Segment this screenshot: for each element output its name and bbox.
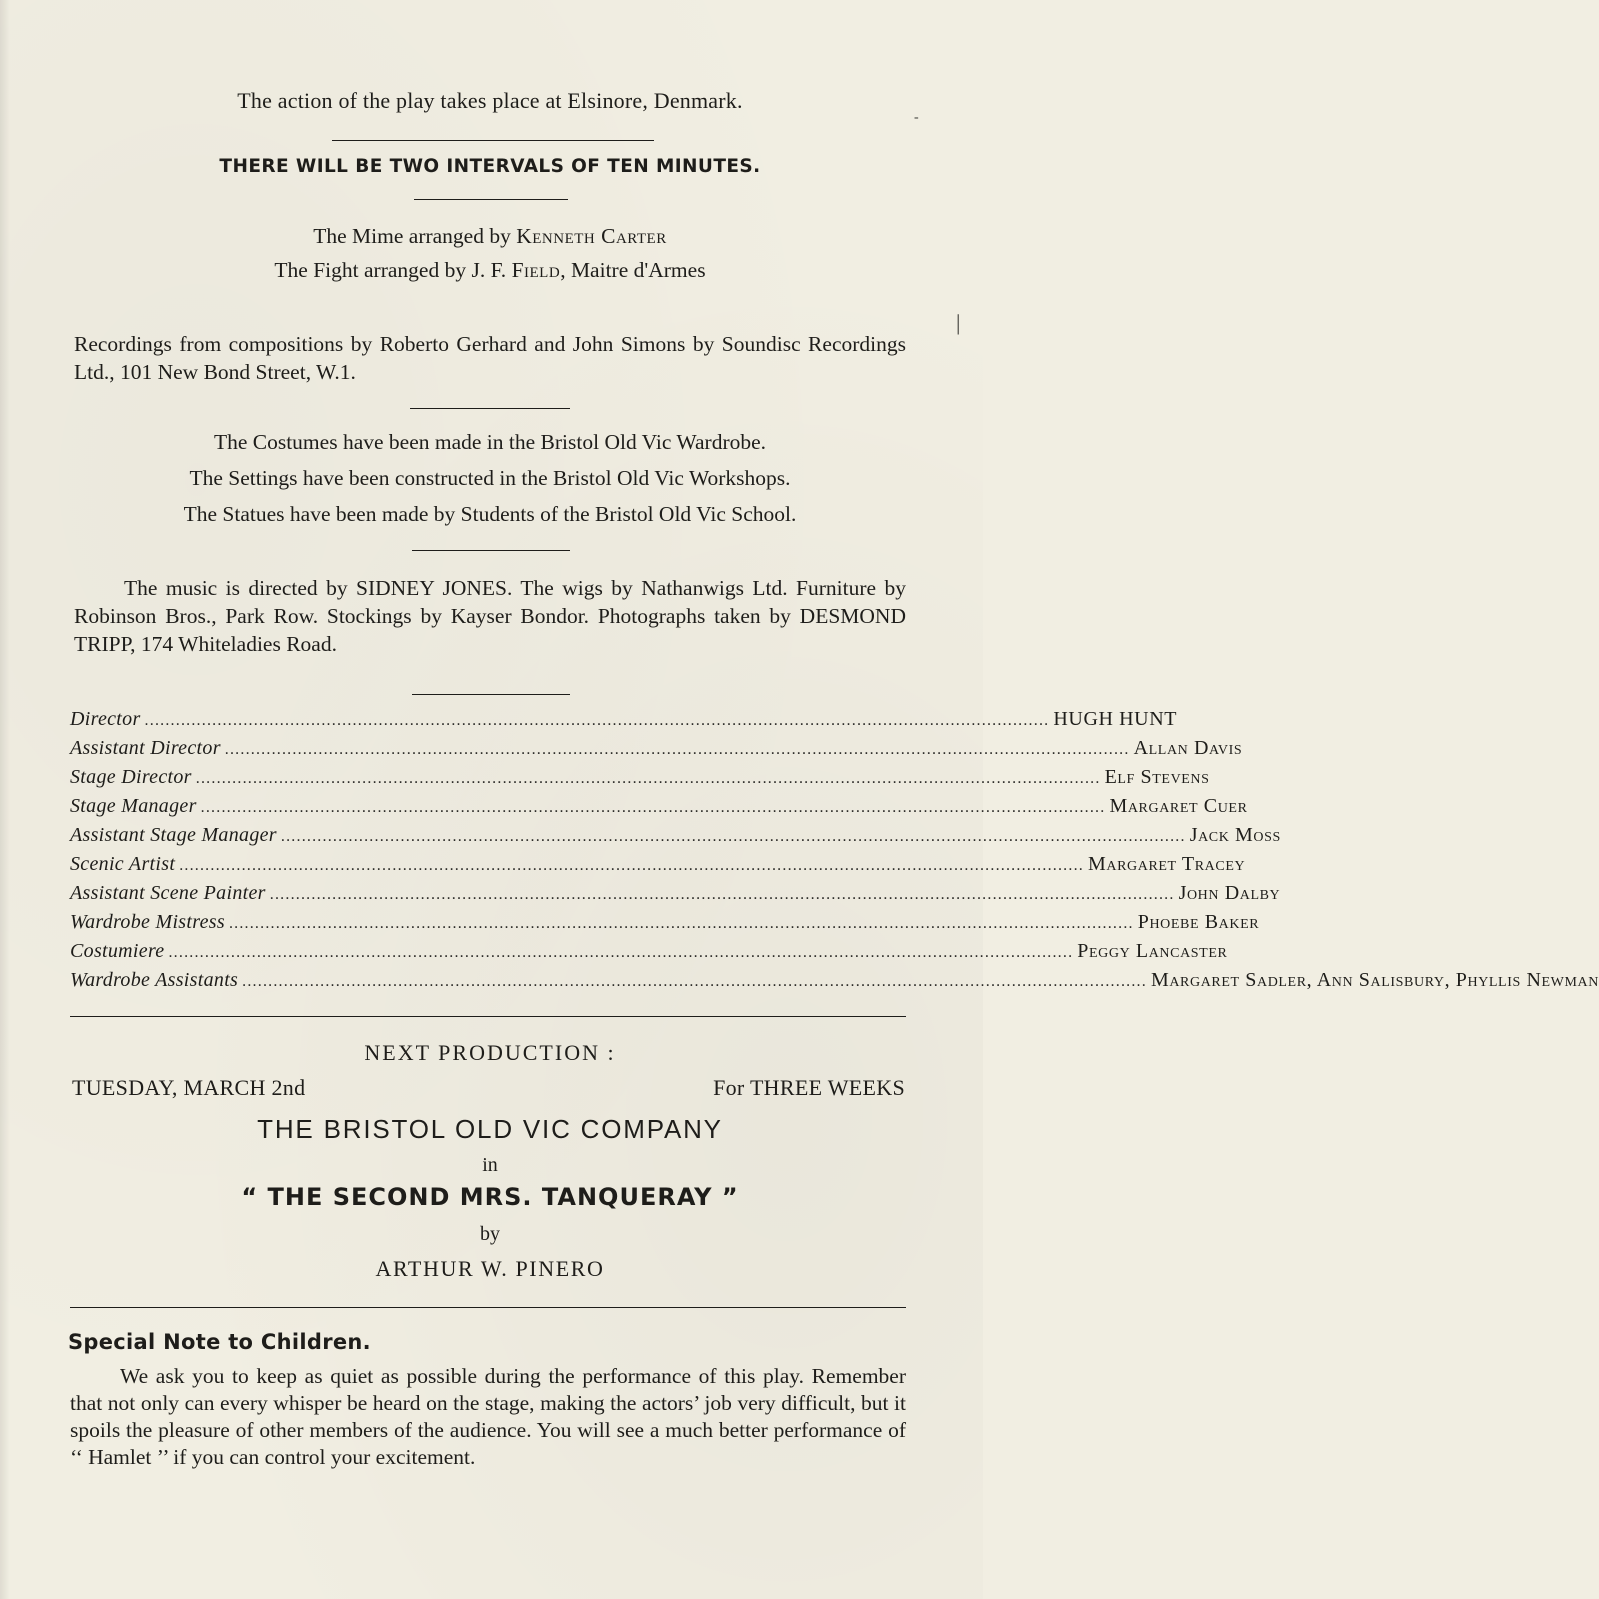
staff-role: Costumiere	[70, 940, 165, 962]
staff-role: Assistant Stage Manager	[70, 824, 277, 846]
section-divider	[70, 1307, 906, 1308]
section-divider	[70, 1016, 906, 1017]
dot-leader: ..............................................................................................................................................................................	[224, 741, 1130, 758]
staff-row	[70, 795, 1248, 823]
mime-credit-name: Kenneth Carter	[516, 224, 667, 248]
staff-row	[70, 882, 1281, 910]
next-play-title: “ THE SECOND MRS. TANQUERAY ”	[241, 1183, 739, 1211]
staff-role: Scenic Artist	[70, 853, 176, 875]
staff-name: Margaret Cuer	[1109, 795, 1248, 817]
mime-credit	[70, 224, 910, 249]
staff-role: Assistant Director	[70, 737, 221, 759]
fight-credit-suffix: , Maitre d'Armes	[560, 258, 706, 282]
staff-role: Director	[70, 708, 141, 730]
next-production-date: TUESDAY, MARCH 2nd	[72, 1075, 306, 1100]
staff-name: Elf Stevens	[1104, 766, 1210, 788]
paper-mark: |	[956, 310, 961, 335]
settings-credit: The Settings have been constructed in the Bristol Old Vic Workshops.	[189, 466, 791, 490]
staff-name: Phoebe Baker	[1137, 911, 1260, 933]
staff-role: Assistant Scene Painter	[70, 882, 266, 904]
staff-row	[70, 853, 1246, 881]
staff-name: John Dalby	[1178, 882, 1281, 904]
divider	[412, 694, 570, 695]
suppliers-paragraph: The music is directed by SIDNEY JONES. The wigs by Nathanwigs Ltd. Furniture by Robinson Bros., Park Row. Stockings by Kayser Bondor. Photographs taken by DESMOND TRIPP, 174 Whiteladies Road.	[74, 576, 906, 656]
staff-row	[70, 969, 1599, 997]
staff-name: Margaret Tracey	[1088, 853, 1246, 875]
page-spine-shadow	[0, 0, 10, 1599]
in-word: in	[482, 1154, 498, 1176]
statues-credit: The Statues have been made by Students of the Bristol Old Vic School.	[183, 502, 797, 526]
staff-row	[70, 911, 1260, 939]
staff-name: Allan Davis	[1133, 737, 1243, 759]
staff-row	[70, 824, 1281, 852]
dot-leader: ..............................................................................................................................................................................	[242, 973, 1147, 990]
special-note-body: We ask you to keep as quiet as possible during the performance of this play. Remember that not only can every whisper be heard on the stage, making the actors’ job very difficult, but it spoils the pleasure of other members of the audience. You will see a much better performance of ‘‘ Hamlet ’’ if you can control your excitement.	[70, 1364, 906, 1469]
staff-name: Jack Moss	[1189, 824, 1281, 846]
next-play-author: ARTHUR W. PINERO	[375, 1256, 605, 1281]
dot-leader: ..............................................................................................................................................................................	[280, 828, 1186, 845]
staff-row	[70, 737, 1243, 765]
dot-leader: ..............................................................................................................................................................................	[269, 886, 1175, 903]
next-production-heading: NEXT PRODUCTION :	[364, 1040, 616, 1065]
recordings-credit: Recordings from compositions by Roberto Gerhard and John Simons by Soundisc Recordings Ltd., 101 New Bond Street, W.1.	[74, 332, 906, 384]
divider	[332, 140, 654, 141]
dot-leader: ..............................................................................................................................................................................	[144, 712, 1050, 729]
staff-role: Stage Manager	[70, 795, 197, 817]
staff-name: Margaret Sadler, Ann Salisbury, Phyllis Newman	[1150, 969, 1599, 991]
staff-role: Wardrobe Assistants	[70, 969, 239, 991]
dot-leader: ..............................................................................................................................................................................	[179, 857, 1084, 874]
divider	[410, 408, 570, 409]
next-production-run: For THREE WEEKS	[713, 1075, 905, 1100]
intervals-notice: THERE WILL BE TWO INTERVALS OF TEN MINUTES.	[219, 156, 761, 177]
fight-credit	[70, 258, 910, 283]
staff-row	[70, 708, 1178, 736]
staff-role: Stage Director	[70, 766, 192, 788]
by-word: by	[480, 1223, 500, 1245]
dot-leader: ..............................................................................................................................................................................	[228, 915, 1134, 932]
special-note-heading: Special Note to Children.	[68, 1330, 371, 1354]
costumes-credit: The Costumes have been made in the Bristol Old Vic Wardrobe.	[213, 430, 767, 454]
fight-credit-prefix: The Fight arranged by J. F.	[274, 258, 512, 282]
dot-leader: ..............................................................................................................................................................................	[168, 944, 1074, 961]
staff-name: Peggy Lancaster	[1077, 940, 1228, 962]
divider	[414, 199, 568, 200]
staff-row	[70, 766, 1210, 794]
staff-row	[70, 940, 1228, 968]
dot-leader: ..............................................................................................................................................................................	[200, 799, 1106, 816]
company-name: THE BRISTOL OLD VIC COMPANY	[257, 1114, 723, 1144]
staff-role: Wardrobe Mistress	[70, 911, 225, 933]
divider	[412, 550, 570, 551]
mime-credit-prefix: The Mime arranged by	[313, 224, 517, 248]
staff-name: HUGH HUNT	[1053, 708, 1178, 730]
dot-leader: ..............................................................................................................................................................................	[195, 770, 1101, 787]
paper-mark: -	[914, 110, 919, 125]
fight-credit-name: Field	[511, 258, 561, 282]
play-setting: The action of the play takes place at Elsinore, Denmark.	[237, 88, 743, 113]
